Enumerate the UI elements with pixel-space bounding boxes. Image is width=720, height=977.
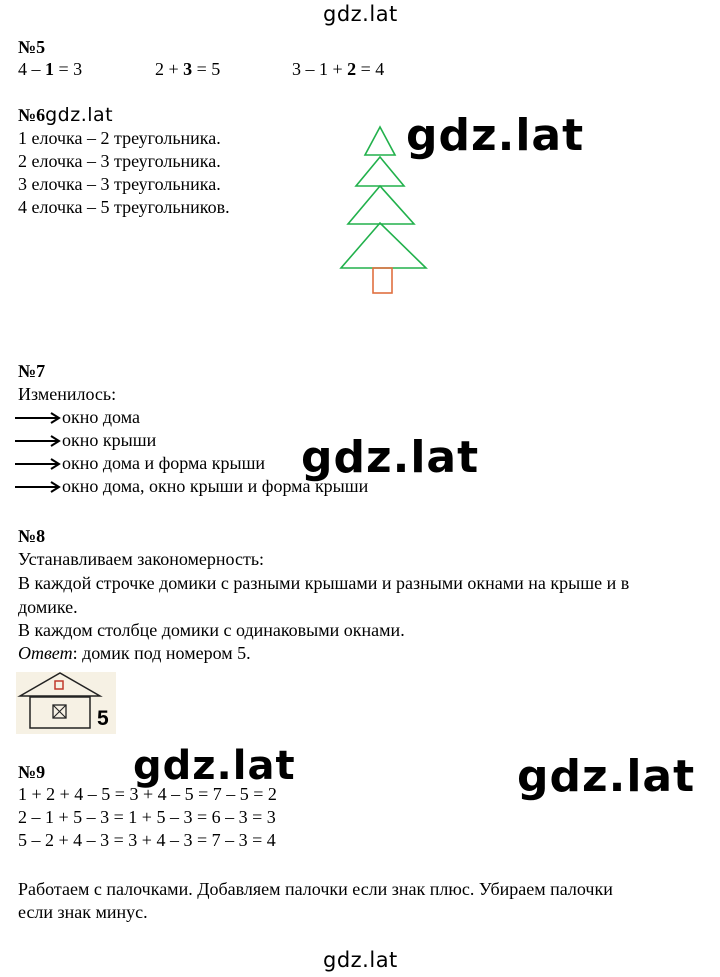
s6-line-1: 1 елочка – 2 треугольника. — [18, 128, 221, 148]
arrow-right-icon — [14, 434, 62, 448]
s8-line-2: В каждой строчке домики с разными крышами и разными окнами на крыше и в — [18, 573, 630, 593]
s8-line-1: Устанавливаем закономерность: — [18, 549, 265, 569]
s6-line-4: 4 елочка – 5 треугольников. — [18, 197, 230, 217]
watermark-left: gdz.lat — [133, 743, 296, 789]
section-7-title: №7 — [18, 361, 46, 381]
section-9-title: №9 — [18, 762, 46, 782]
s9-line-2: 2 – 1 + 5 – 3 = 1 + 5 – 3 = 6 – 3 = 3 — [18, 807, 276, 827]
s9-line-1: 1 + 2 + 4 – 5 = 3 + 4 – 5 = 7 – 5 = 2 — [18, 784, 277, 804]
tree-triangle-1 — [365, 127, 395, 155]
s7-item-4: окно дома, окно крыши и форма крыши — [14, 475, 368, 498]
s7-item-1: окно дома — [14, 406, 368, 429]
tree-triangle-2 — [356, 157, 404, 186]
arrow-right-icon — [14, 457, 62, 471]
answer-label: Ответ — [18, 643, 73, 663]
s9-note-2: если знак минус. — [18, 902, 148, 922]
s9-line-3: 5 – 2 + 4 – 3 = 3 + 4 – 3 = 7 – 3 = 4 — [18, 830, 276, 850]
s8-line-4: В каждом столбце домики с одинаковыми окнами. — [18, 620, 405, 640]
watermark-inline: gdz.lat — [45, 104, 114, 126]
tree-triangle-3 — [348, 186, 414, 224]
s7-list — [14, 406, 368, 498]
s9-note-1: Работаем с палочками. Добавляем палочки если знак плюс. Убираем палочки — [18, 879, 613, 899]
s7-item-2: окно крыши — [14, 429, 368, 452]
s8-answer: Ответ: домик под номером 5. — [18, 643, 251, 663]
s5-equation-1: 4 – 1 = 3 — [18, 59, 83, 79]
arrow-right-icon — [14, 411, 62, 425]
christmas-tree-drawing — [336, 124, 432, 296]
arrow-right-icon — [14, 480, 62, 494]
house-number-label: 5 — [97, 707, 109, 730]
s7-item-3: окно дома и форма крыши — [14, 452, 368, 475]
watermark-middle: gdz.lat — [301, 432, 480, 483]
section-6-title-row — [18, 104, 113, 127]
watermark-top: gdz.lat — [323, 2, 398, 26]
s5-equation-2: 2 + 3 = 5 — [155, 59, 221, 79]
s5-equation-3: 3 – 1 + 2 = 4 — [292, 59, 385, 79]
s8-line-3: домике. — [18, 597, 78, 617]
s7-intro: Изменилось: — [18, 384, 117, 404]
section-5-title: №5 — [18, 37, 46, 57]
s6-line-2: 2 елочка – 3 треугольника. — [18, 151, 221, 171]
tree-triangle-4 — [341, 223, 426, 268]
watermark-right: gdz.lat — [517, 751, 696, 802]
tree-trunk — [373, 268, 392, 293]
watermark-tree: gdz.lat — [406, 110, 585, 161]
watermark-bottom: gdz.lat — [323, 948, 398, 972]
section-6-title: №6 — [18, 105, 46, 125]
s6-line-3: 3 елочка – 3 треугольника. — [18, 174, 221, 194]
section-8-title: №8 — [18, 526, 46, 546]
